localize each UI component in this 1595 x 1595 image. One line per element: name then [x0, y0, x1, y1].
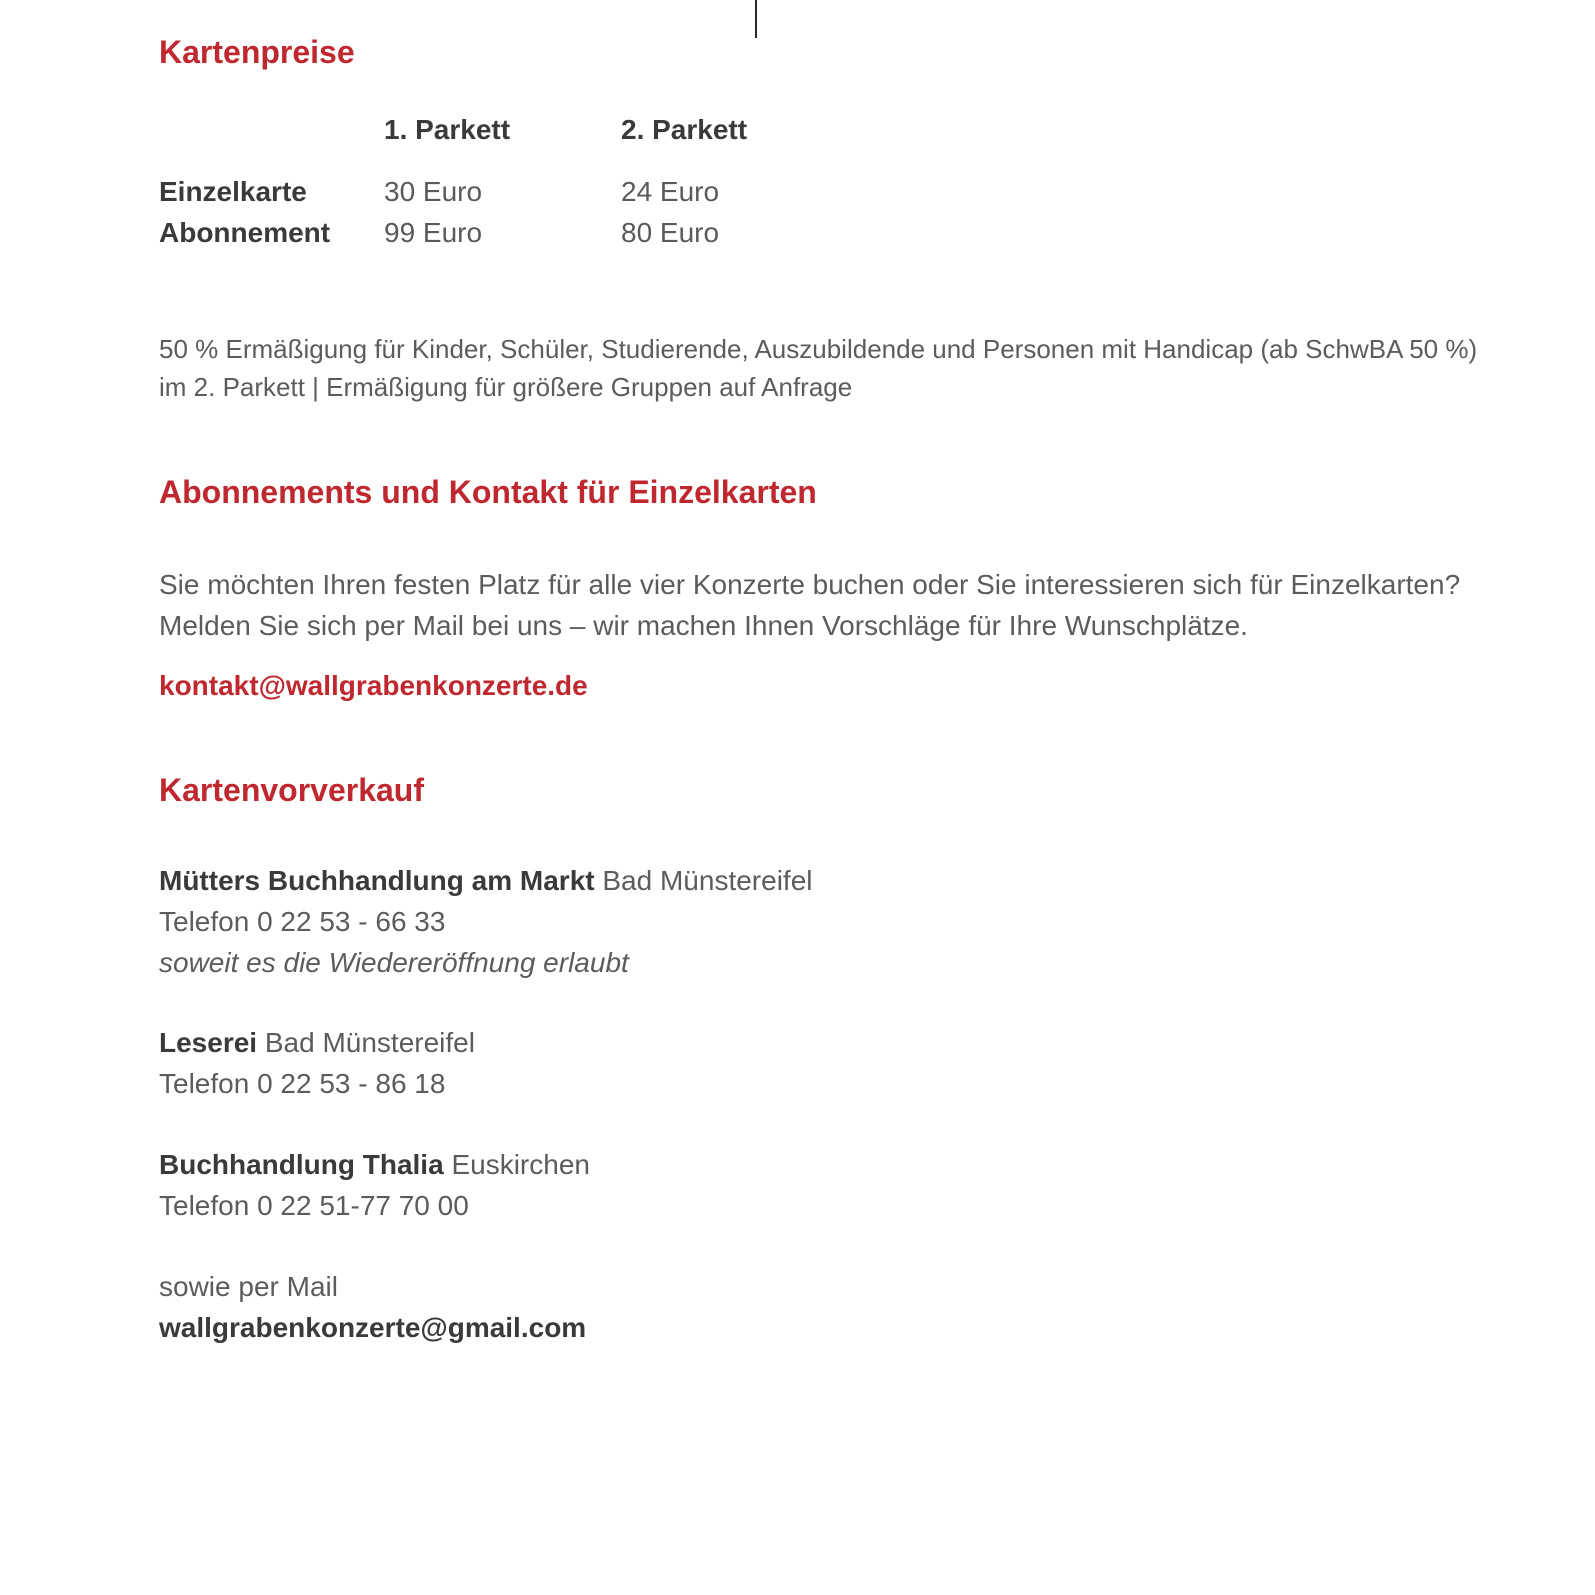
subscriptions-text	[159, 564, 1539, 646]
row-label-abonnement: Abonnement	[159, 217, 331, 248]
store-city: Bad Münstereifel	[264, 1027, 475, 1058]
store-city: Euskirchen	[451, 1149, 590, 1180]
prices-heading: Kartenpreise	[159, 34, 355, 70]
store-note: soweit es die Wiedereröffnung erlaubt	[159, 947, 629, 978]
price-einzelkarte-parkett-2: 24 Euro	[621, 176, 720, 207]
contact-email-link[interactable]: kontakt@wallgrabenkonzerte.de	[159, 670, 588, 701]
store-name: Leserei	[159, 1027, 258, 1058]
store-muetters	[159, 860, 812, 983]
subscriptions-text-line-1: Sie möchten Ihren festen Platz für alle vier Konzerte buchen oder Sie interessieren sich für Einzelkarten?	[159, 569, 1461, 600]
column-header-parkett-2: 2. Parkett	[621, 114, 748, 145]
price-abonnement-parkett-1: 99 Euro	[384, 217, 483, 248]
store-phone: Telefon 0 22 53 - 86 18	[159, 1068, 446, 1099]
store-phone: Telefon 0 22 51-77 70 00	[159, 1190, 469, 1221]
store-name: Buchhandlung Thalia	[159, 1149, 444, 1180]
mail-intro: sowie per Mail	[159, 1271, 338, 1302]
presale-email-link[interactable]: wallgrabenkonzerte@gmail.com	[159, 1312, 587, 1343]
store-city: Bad Münstereifel	[602, 865, 813, 896]
top-divider-line	[755, 0, 757, 38]
presale-heading: Kartenvorverkauf	[159, 772, 424, 808]
subscriptions-text-line-2: Melden Sie sich per Mail bei uns – wir machen Ihnen Vorschläge für Ihre Wunschplätze.	[159, 610, 1248, 641]
store-thalia	[159, 1144, 590, 1226]
price-einzelkarte-parkett-1: 30 Euro	[384, 176, 483, 207]
column-header-parkett-1: 1. Parkett	[384, 114, 511, 145]
discount-note-line-2: im 2. Parkett | Ermäßigung für größere Gruppen auf Anfrage	[159, 372, 853, 402]
store-name: Mütters Buchhandlung am Markt	[159, 865, 595, 896]
store-phone: Telefon 0 22 53 - 66 33	[159, 906, 446, 937]
discount-note-line-1: 50 % Ermäßigung für Kinder, Schüler, Studierende, Auszubildende und Personen mit Handicap (ab SchwBA 50 %)	[159, 334, 1478, 364]
price-abonnement-parkett-2: 80 Euro	[621, 217, 720, 248]
presale-mail	[159, 1266, 586, 1348]
row-label-einzelkarte: Einzelkarte	[159, 176, 307, 207]
subscriptions-heading: Abonnements und Kontakt für Einzelkarten	[159, 474, 817, 510]
store-leserei	[159, 1022, 475, 1104]
discount-note	[159, 330, 1519, 406]
